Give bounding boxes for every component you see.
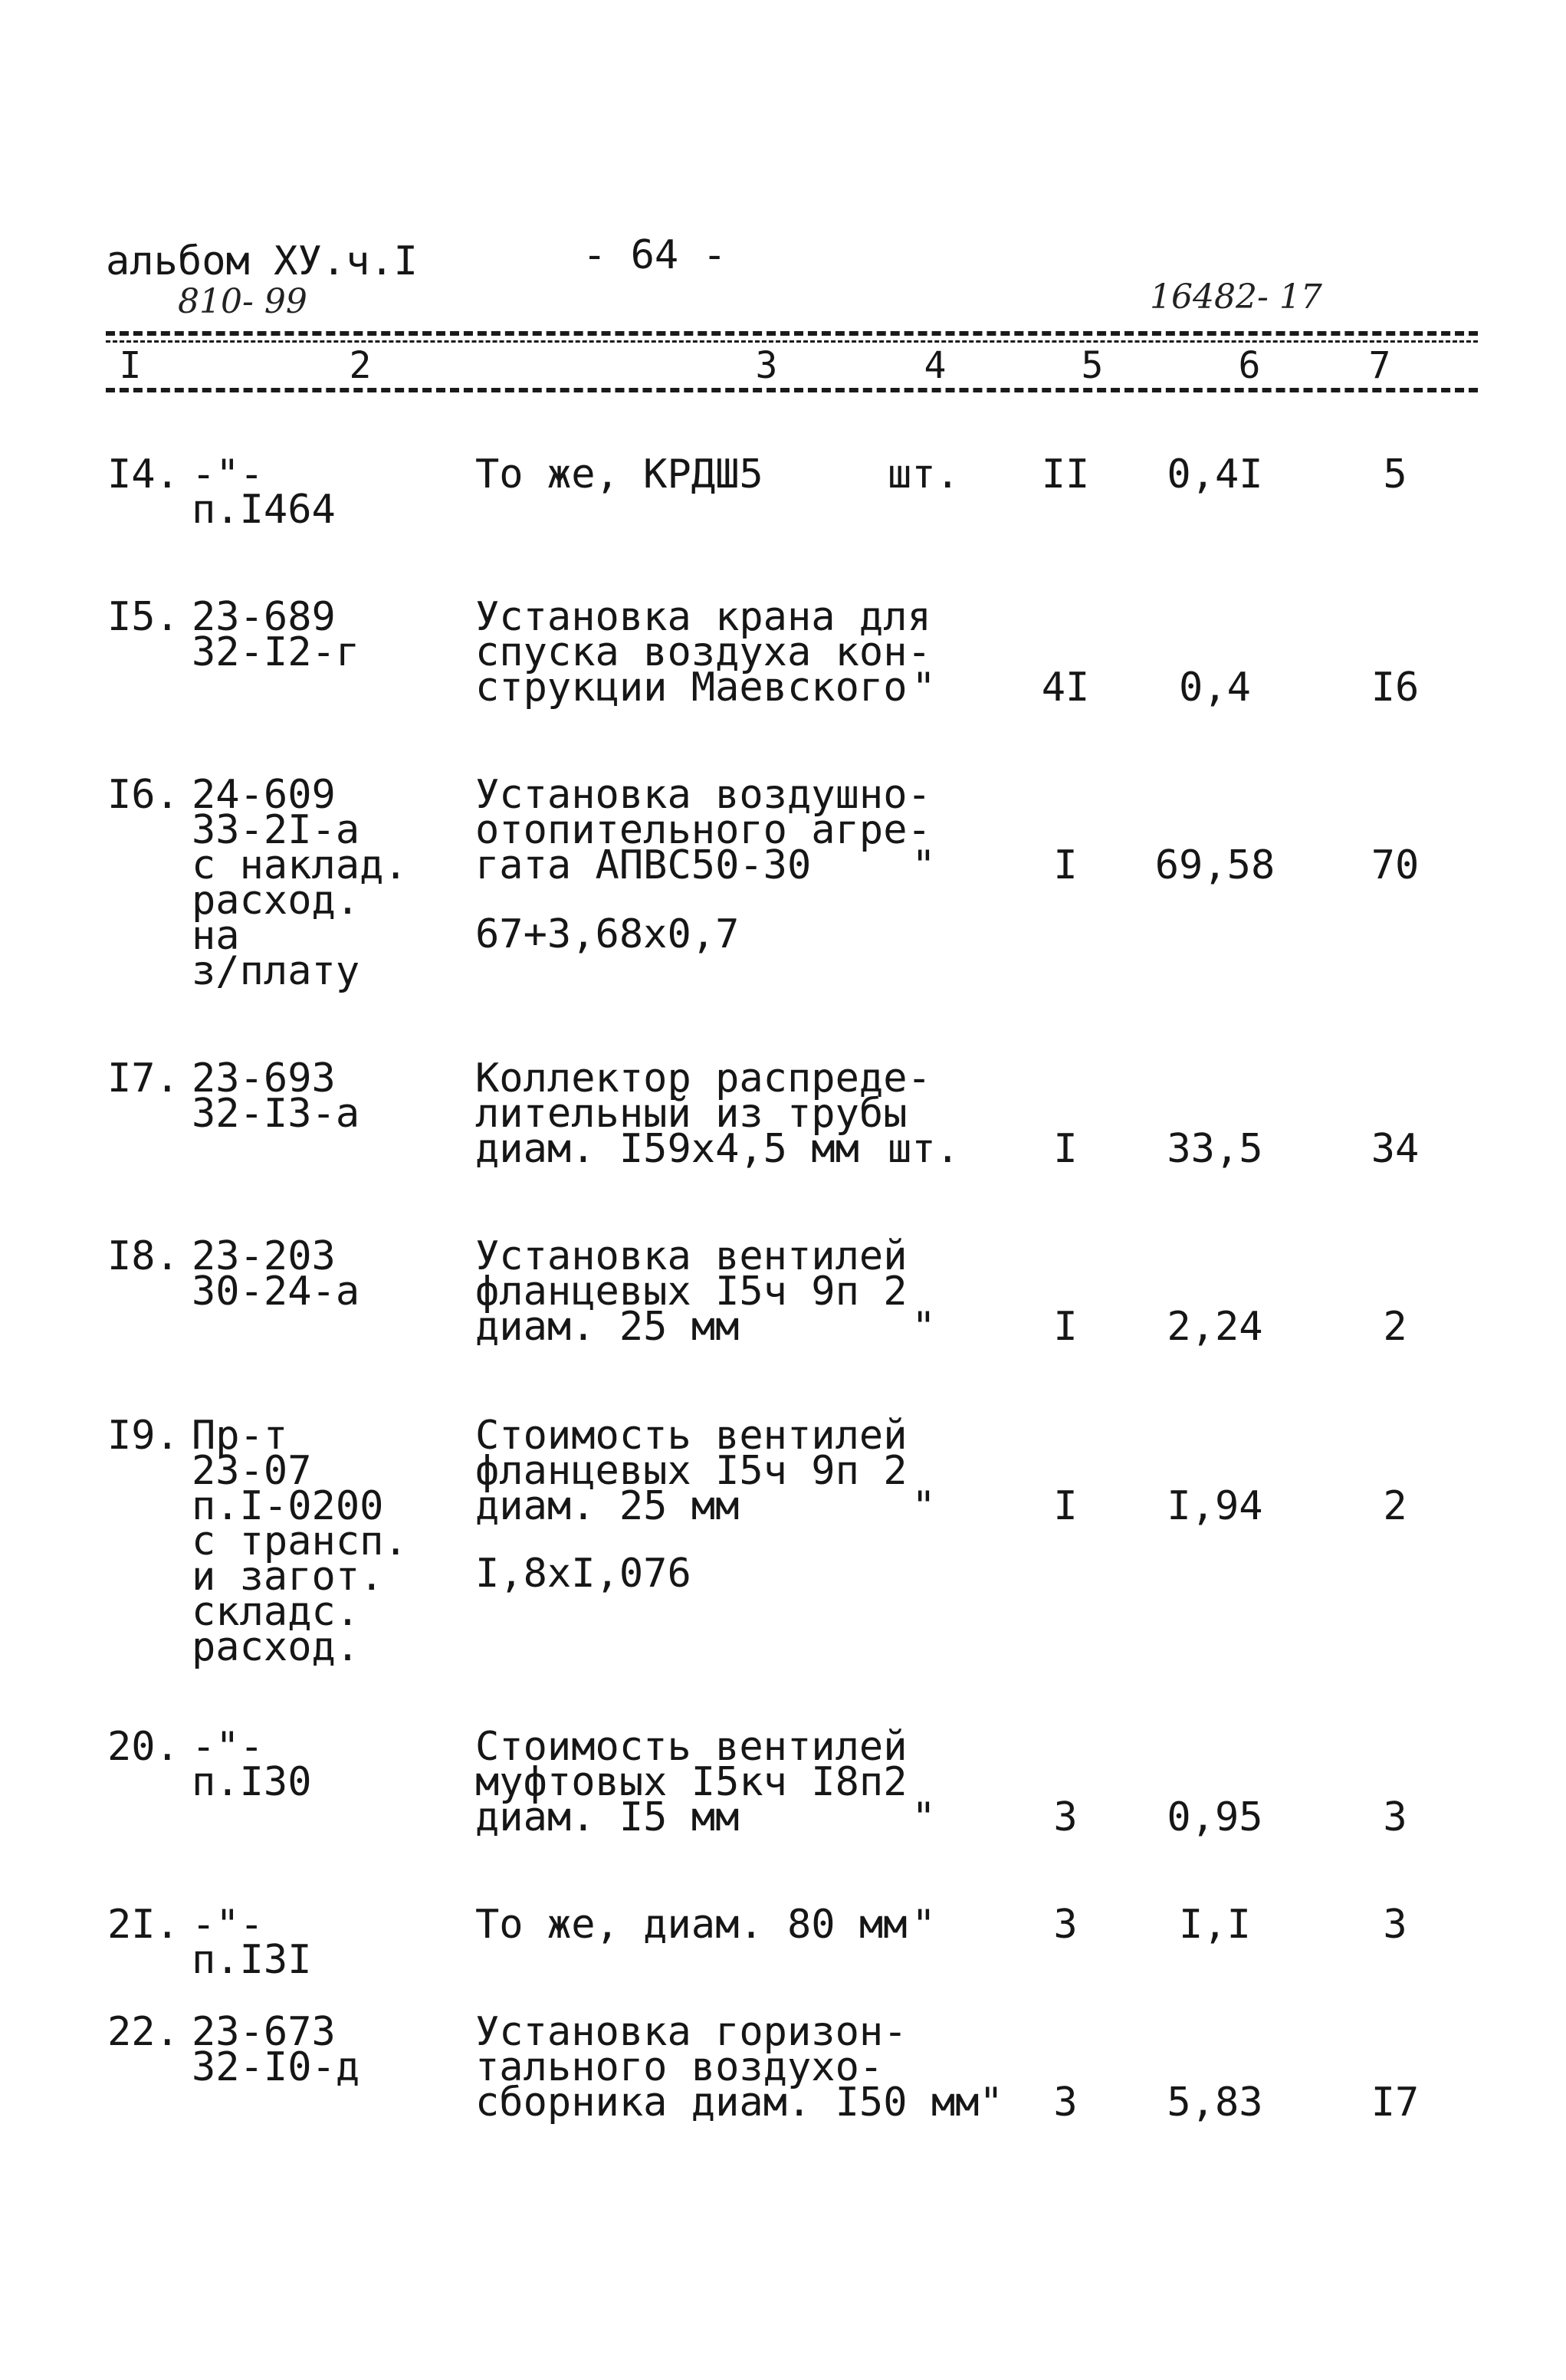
row-total: 3 — [1383, 1902, 1407, 1948]
row-price: 0,4 — [1179, 665, 1251, 711]
row-desc-line: То же, диам. 80 мм — [475, 1902, 908, 1948]
row-ref-line: 24-609 — [192, 772, 336, 818]
row-desc-line: Установка воздушно- — [475, 772, 931, 818]
row-total: 2 — [1383, 1304, 1407, 1350]
col-header-3: 3 — [755, 344, 778, 387]
handwritten-sheet-code: 16482- 17 — [1150, 277, 1322, 317]
row-ref-line: и загот. — [192, 1554, 384, 1600]
row-desc-line: фланцевых I5ч 9п 2 — [475, 1448, 908, 1494]
row-total: 34 — [1371, 1126, 1420, 1172]
row-number: 20. — [107, 1724, 179, 1770]
row-ref-line: 32-I3-а — [192, 1091, 360, 1137]
row-desc-line: Установка вентилей — [475, 1233, 908, 1279]
row-qty: I — [1053, 1304, 1078, 1350]
row-desc-line: диам. 25 мм — [475, 1483, 740, 1529]
album-reference: альбом XУ.ч.I — [106, 238, 418, 284]
row-desc-line: Стоимость вентилей — [475, 1724, 908, 1770]
row-ref-line: п.I-0200 — [192, 1483, 384, 1529]
row-unit: шт. — [888, 451, 960, 497]
row-ref-line: расход. — [192, 878, 360, 924]
row-desc-line: тального воздухо- — [475, 2044, 884, 2090]
row-desc-line: спуска воздуха кон- — [475, 629, 931, 675]
row-desc-line: Установка горизон- — [475, 2009, 908, 2055]
row-qty: 3 — [1053, 1902, 1078, 1948]
row-ref-line: с трансп. — [192, 1518, 408, 1564]
row-qty: 3 — [1053, 2080, 1078, 2126]
row-ref-line: расход. — [192, 1624, 360, 1670]
row-qty: 3 — [1053, 1794, 1078, 1840]
row-number: I7. — [107, 1055, 179, 1101]
row-desc-line: муфтовых I5кч I8п2 — [475, 1759, 908, 1805]
row-desc-line: фланцевых I5ч 9п 2 — [475, 1269, 908, 1315]
col-header-5: 5 — [1081, 344, 1104, 387]
row-unit: " — [911, 842, 936, 888]
row-desc-line: Установка крана для — [475, 594, 931, 640]
row-desc-line: гата АПВС50-30 — [475, 842, 812, 888]
row-unit: " — [911, 1794, 936, 1840]
row-number: I4. — [107, 451, 179, 497]
row-total: 3 — [1383, 1794, 1407, 1840]
row-total: I7 — [1371, 2080, 1420, 2126]
row-ref-line: 23-693 — [192, 1055, 336, 1101]
row-number: 2I. — [107, 1902, 179, 1948]
row-ref-line: с наклад. — [192, 842, 408, 888]
row-ref-line: 32-I0-д — [192, 2044, 360, 2090]
handwritten-doc-code: 810- 99 — [178, 282, 307, 321]
row-unit: " — [911, 665, 936, 711]
table-top-rule — [106, 331, 1478, 336]
row-ref-line: складс. — [192, 1589, 360, 1635]
row-ref-line: Пр-т — [192, 1413, 288, 1459]
row-ref-line: на — [192, 913, 240, 959]
row-price: I,94 — [1167, 1483, 1263, 1529]
col-header-2: 2 — [349, 344, 372, 387]
row-desc-line: диам. I59х4,5 мм — [475, 1126, 859, 1172]
row-ref-line: п.I30 — [192, 1759, 312, 1805]
row-ref-line: 33-2I-а — [192, 807, 360, 853]
col-header-1: I — [119, 344, 142, 387]
row-number: 22. — [107, 2009, 179, 2055]
row-number: I5. — [107, 594, 179, 640]
row-ref-line: 23-689 — [192, 594, 336, 640]
row-ref-line: 23-673 — [192, 2009, 336, 2055]
row-total: I6 — [1371, 665, 1420, 711]
row-total: 70 — [1371, 842, 1420, 888]
row-desc-line: сборника диам. I50 мм" — [475, 2080, 1003, 2126]
row-ref-line: -"- — [192, 1902, 264, 1948]
row-desc-line: отопительного агре- — [475, 807, 931, 853]
row-ref-line: 32-I2-г — [192, 629, 360, 675]
row-total: 5 — [1383, 451, 1407, 497]
row-price: 69,58 — [1154, 842, 1275, 888]
row-price: 0,95 — [1167, 1794, 1263, 1840]
row-unit: " — [911, 1902, 936, 1948]
row-price: I,I — [1179, 1902, 1251, 1948]
row-number: I9. — [107, 1413, 179, 1459]
row-desc-line: Стоимость вентилей — [475, 1413, 908, 1459]
row-ref-line: 23-203 — [192, 1233, 336, 1279]
row-qty: I — [1053, 1126, 1078, 1172]
row-price: 33,5 — [1167, 1126, 1263, 1172]
page-number: - 64 - — [583, 232, 727, 278]
row-ref-line: 30-24-а — [192, 1269, 360, 1315]
row-price: 5,83 — [1167, 2080, 1263, 2126]
row-number: I8. — [107, 1233, 179, 1279]
row-price: 0,4I — [1167, 451, 1263, 497]
row-desc-line: струкции Маевского — [475, 665, 908, 711]
row-desc-line: Коллектор распреде- — [475, 1055, 931, 1101]
row-ref-line: п.I3I — [192, 1937, 312, 1983]
table-top-rule-inner — [106, 340, 1478, 343]
row-ref-line: з/плату — [192, 948, 360, 994]
row-desc-line: То же, КРДШ5 — [475, 451, 763, 497]
row-number: I6. — [107, 772, 179, 818]
row-qty: 4I — [1041, 665, 1090, 711]
row-total: 2 — [1383, 1483, 1407, 1529]
row-desc-line: диам. 25 мм — [475, 1304, 740, 1350]
row-ref-line: -"- — [192, 451, 264, 497]
row-desc-line: диам. I5 мм — [475, 1794, 740, 1840]
table-header-rule — [106, 388, 1478, 392]
col-header-6: 6 — [1238, 344, 1261, 387]
row-unit: " — [911, 1304, 936, 1350]
row-desc-line: лительный из трубы — [475, 1091, 908, 1137]
row-qty: I — [1053, 842, 1078, 888]
row-ref-line: п.I464 — [192, 487, 336, 533]
col-header-4: 4 — [924, 344, 947, 387]
row-price: 2,24 — [1167, 1304, 1263, 1350]
row-ref-line: 23-07 — [192, 1448, 312, 1494]
col-header-7: 7 — [1368, 344, 1391, 387]
row-unit: " — [911, 1483, 936, 1529]
row-calculation: 67+3,68х0,7 — [475, 911, 740, 957]
row-calculation: I,8хI,076 — [475, 1551, 691, 1597]
row-unit: шт. — [888, 1126, 960, 1172]
row-qty: II — [1041, 451, 1090, 497]
row-ref-line: -"- — [192, 1724, 264, 1770]
row-qty: I — [1053, 1483, 1078, 1529]
